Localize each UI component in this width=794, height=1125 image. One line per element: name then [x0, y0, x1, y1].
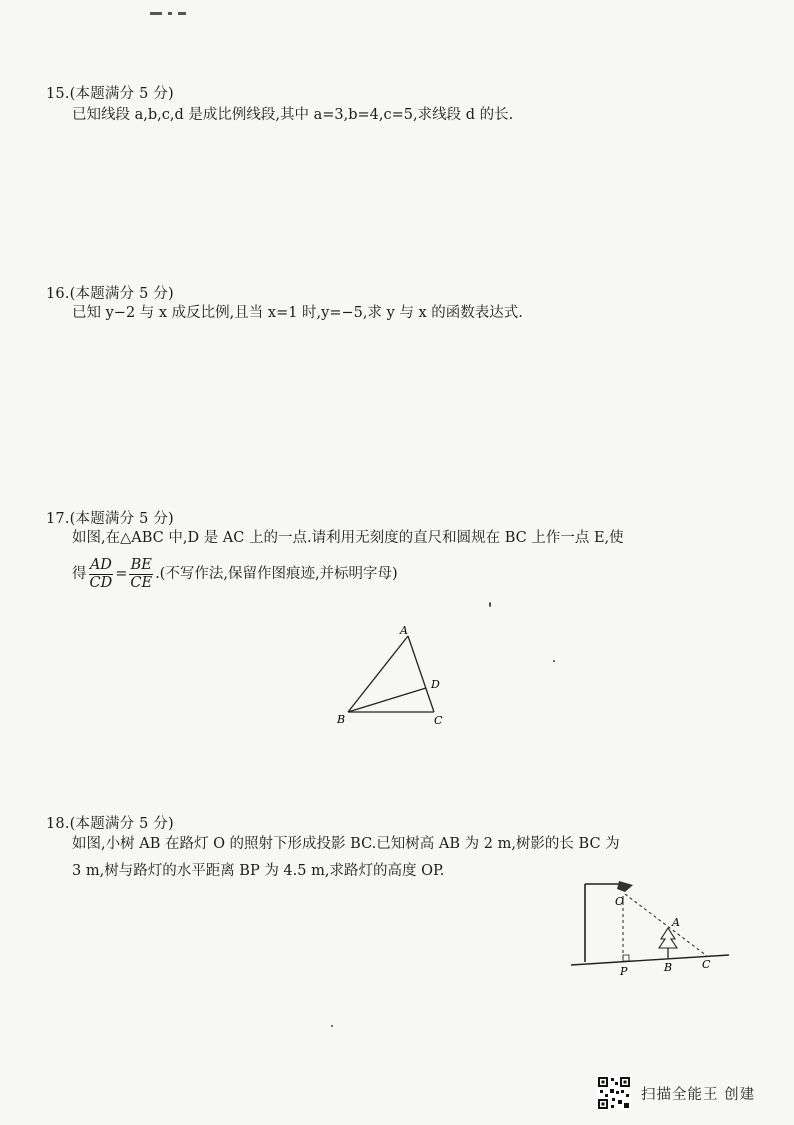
frac2-denominator: CE — [130, 574, 153, 591]
q17-header: 17.(本题满分 5 分) — [46, 511, 174, 527]
q17-text-line1: 如图,在△ABC 中,D 是 AC 上的一点.请利用无刻度的直尺和圆规在 BC 上作一点 E,使 — [72, 530, 624, 546]
scan-speck — [553, 660, 555, 662]
q17-text-line2 — [72, 556, 398, 592]
label-b: B — [664, 961, 673, 974]
q18-text-line1: 如图,小树 AB 在路灯 O 的照射下形成投影 BC.已知树高 AB 为 2 m,树影的长 BC 为 — [72, 836, 620, 852]
right-angle-mark — [623, 955, 629, 961]
fraction-be-ce — [129, 557, 153, 592]
scanner-watermark: 扫描全能王 创建 — [641, 1087, 756, 1103]
q15-text: 已知线段 a,b,c,d 是成比例线段,其中 a=3,b=4,c=5,求线段 d 的长. — [72, 107, 514, 123]
triangle-abc-figure — [330, 620, 460, 730]
tree-icon — [659, 928, 677, 958]
light-ray-oc — [625, 894, 707, 956]
equals-sign: = — [115, 566, 128, 582]
q17-line2-suffix: .(不写作法,保留作图痕迹,并标明字母) — [155, 566, 398, 582]
q16-text: 已知 y−2 与 x 成反比例,且当 x=1 时,y=−5,求 y 与 x 的函数表达式. — [72, 305, 523, 321]
label-p: P — [620, 965, 628, 978]
q18-text-line2: 3 m,树与路灯的水平距离 BP 为 4.5 m,求路灯的高度 OP. — [72, 863, 445, 879]
label-d: D — [431, 678, 440, 691]
label-o: O — [615, 895, 625, 908]
scan-speck — [489, 602, 491, 607]
lamp-head-icon — [617, 881, 633, 892]
q16-header: 16.(本题满分 5 分) — [46, 286, 174, 302]
scan-speck — [331, 1025, 333, 1027]
label-a: A — [400, 624, 408, 637]
top-cut-marks — [150, 0, 230, 6]
side-ac — [408, 636, 434, 712]
label-b: B — [337, 713, 346, 726]
frac2-numerator: BE — [130, 556, 152, 573]
q15-header: 15.(本题满分 5 分) — [46, 86, 174, 102]
q18-header: 18.(本题满分 5 分) — [46, 816, 174, 832]
fraction-ad-cd — [89, 557, 114, 592]
label-a: A — [672, 916, 680, 929]
segment-bd — [348, 688, 426, 712]
frac1-denominator: CD — [89, 574, 113, 591]
qr-code-icon — [597, 1076, 631, 1110]
frac1-numerator: AD — [89, 556, 112, 573]
label-c: C — [702, 958, 711, 971]
q17-line2-prefix: 得 — [72, 566, 87, 582]
street-lamp-figure — [565, 876, 735, 980]
label-c: C — [434, 714, 443, 727]
side-ab — [348, 636, 408, 712]
